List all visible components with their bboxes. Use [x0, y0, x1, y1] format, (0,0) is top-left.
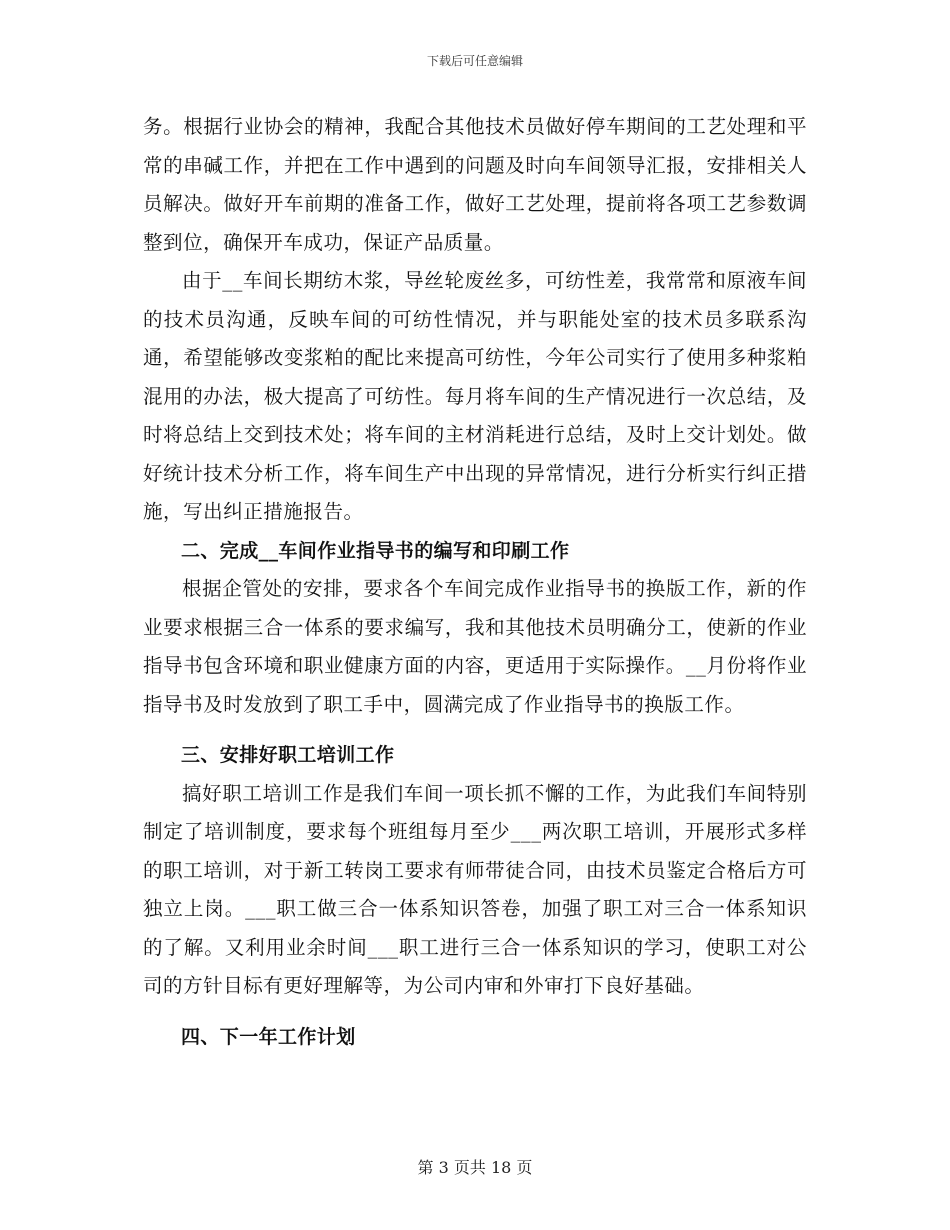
- page-footer: 第 3 页共 18 页: [417, 1158, 533, 1177]
- paragraph-training: 搞好职工培训工作是我们车间一项长抓不懈的工作，为此我们车间特别制定了培训制度，要求每个班组每月至少___两次职工培训，开展形式多样的职工培训，对于新工转岗工要求有师带徒合同，由技术员鉴定合格后方可独立上岗。___职工做三合一体系知识答卷，加强了职工对三合一体系知识的了解。又利用业余时间___职工进行三合一体系知识的学习，使职工对公司的方针目标有更好理解等，为公司内审和外审打下良好基础。: [143, 781, 807, 997]
- section-heading-2: 二、完成__车间作业指导书的编写和印刷工作: [181, 539, 570, 562]
- paragraph-spinnability: 由于__车间长期纺木浆，导丝轮废丝多，可纺性差，我常常和原液车间的技术员沟通，反映车间的可纺性情况，并与职能处室的技术员多联系沟通，希望能够改变浆粕的配比来提高可纺性，今年公司实行了使用多种浆粕混用的办法，极大提高了可纺性。每月将车间的生产情况进行一次总结，及时将总结上交到技术处；将车间的主材消耗进行总结，及时上交计划处。做好统计技术分析工作，将车间生产中出现的异常情况，进行分析实行纠正措施，写出纠正措施报告。: [143, 269, 807, 523]
- section-heading-3: 三、安排好职工培训工作: [181, 744, 395, 766]
- paragraph-work-instructions: 根据企管处的安排，要求各个车间完成作业指导书的换版工作，新的作业要求根据三合一体系的要求编写，我和其他技术员明确分工，使新的作业指导书包含环境和职业健康方面的内容，更适用于实际操作。__月份将作业指导书及时发放到了职工手中，圆满完成了作业指导书的换版工作。: [143, 577, 807, 716]
- document-body: [143, 108, 807, 1056]
- paragraph-continuation: 务。根据行业协会的精神，我配合其他技术员做好停车期间的工艺处理和平常的串碱工作，并把在工作中遇到的问题及时向车间领导汇报，安排相关人员解决。做好开车前期的准备工作，做好工艺处理，提前将各项工艺参数调整到位，确保开车成功，保证产品质量。: [143, 115, 807, 254]
- page-header: 下载后可任意编辑: [426, 54, 523, 68]
- section-heading-4: 四、下一年工作计划: [181, 1025, 356, 1048]
